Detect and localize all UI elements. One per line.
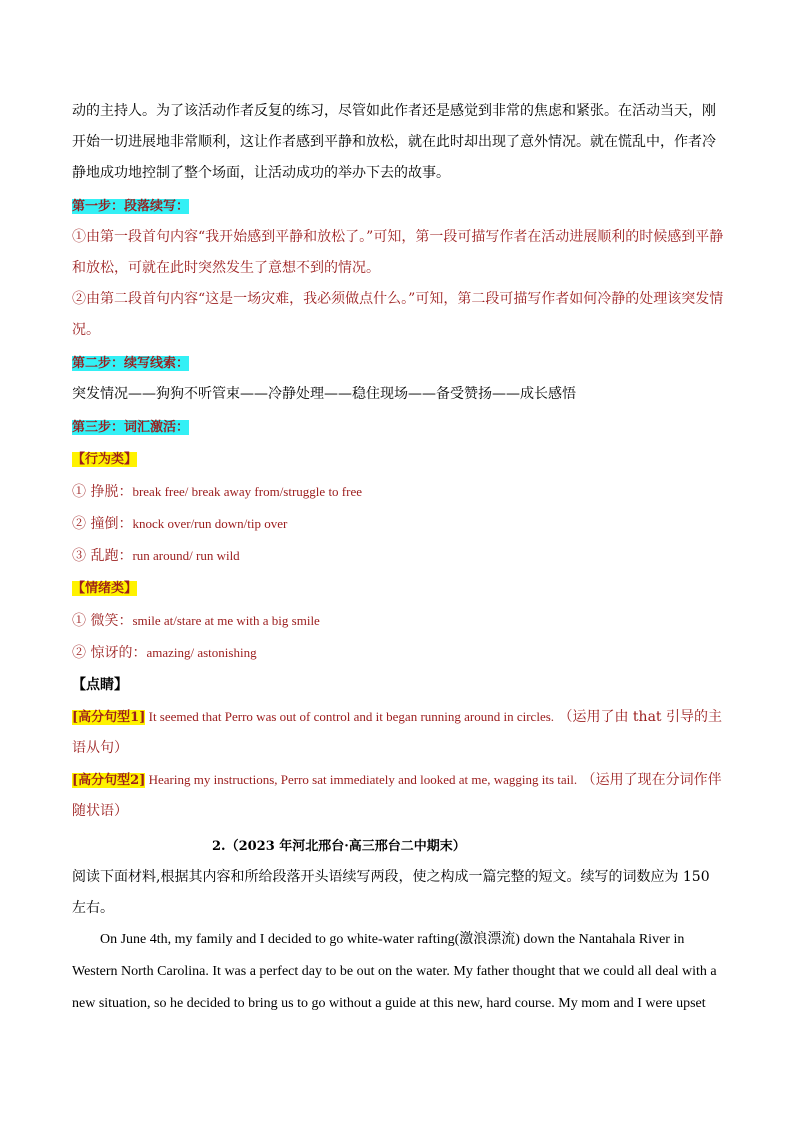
step2-heading-line <box>72 348 724 379</box>
step1-heading: 第一步：段落续写： <box>72 199 190 214</box>
step1-item-2: ②由第二段首句内容“这是一场灾难，我必须做点什么。”可知，第二段可描写作者如何冷静的处理该突发情况。 <box>72 291 724 338</box>
step2-heading: 第二步：续写线索： <box>72 356 190 371</box>
step3-heading: 第三步：词汇激活： <box>72 420 190 435</box>
category-emotion: 【情绪类】 <box>72 581 138 596</box>
vocab-item: ② 惊讶的：amazing/ astonishing <box>72 645 257 661</box>
question-2-passage: On June 4th, my family and I decided to go white-water rafting(激浪漂流) down the Nantahala River in Western North Carolina. It was a perfect day to be out on the water. My father thought that we could all deal with a new situation, so he decided to bring us to go without a guide at this new, hard course. My mom and I were upset <box>72 932 717 1011</box>
step1-heading-line <box>72 191 724 222</box>
sentence2-tag: [高分句型2] <box>72 773 146 788</box>
document-page <box>72 96 724 1020</box>
category-emotion-line <box>72 572 724 605</box>
step2-clue: 突发情况——狗狗不听管束——冷静处理——稳住现场——备受赞扬——成长感悟 <box>72 386 576 402</box>
intro-paragraph: 动的主持人。为了该活动作者反复的练习，尽管如此作者还是感觉到非常的焦虑和紧张。在活动当天，刚开始一切进展地非常顺利，这让作者感到平静和放松，就在此时却出现了意外情况。就在慌乱中，作者冷静地成功地控制了整个场面，让活动成功的举办下去的故事。 <box>72 103 716 181</box>
step1-item-1: ①由第一段首句内容“我开始感到平静和放松了。”可知，第一段可描写作者在活动进展顺利的时候感到平静和放松，可就在此时突然发生了意想不到的情况。 <box>72 229 724 276</box>
category-action: 【行为类】 <box>72 452 138 467</box>
vocab-item: ② 撞倒：knock over/run down/tip over <box>72 516 288 532</box>
vocab-item: ① 挣脱：break free/ break away from/struggle to free <box>72 484 363 500</box>
sentence1-note: （运用了由 that 引导的主语从句） <box>72 709 722 756</box>
category-action-line <box>72 443 724 476</box>
sentence1-tag: [高分句型1] <box>72 710 146 725</box>
sentence1-text: It seemed that Perro was out of control and it began running around in circles. <box>145 709 555 724</box>
sentence2-text: Hearing my instructions, Perro sat immediately and looked at me, wagging its tail. <box>145 772 578 787</box>
high-score-sentence-2 <box>72 764 724 827</box>
high-score-sentence-1 <box>72 701 724 764</box>
vocab-item: ③ 乱跑：run around/ run wild <box>72 548 240 564</box>
question-2-instruction: 阅读下面材料,根据其内容和所给段落开头语续写两段，使之构成一篇完整的短文。续写的词数应为 150 左右。 <box>72 869 710 916</box>
question-2-title: 2.（2023 年河北邢台·高三邢台二中期末） <box>212 839 466 854</box>
step3-heading-line <box>72 412 724 443</box>
vocab-item: ① 微笑：smile at/stare at me with a big smile <box>72 613 320 629</box>
sentence2-note: （运用了现在分词作伴随状语） <box>72 772 722 819</box>
dianjing-heading: 【点睛】 <box>72 677 128 693</box>
